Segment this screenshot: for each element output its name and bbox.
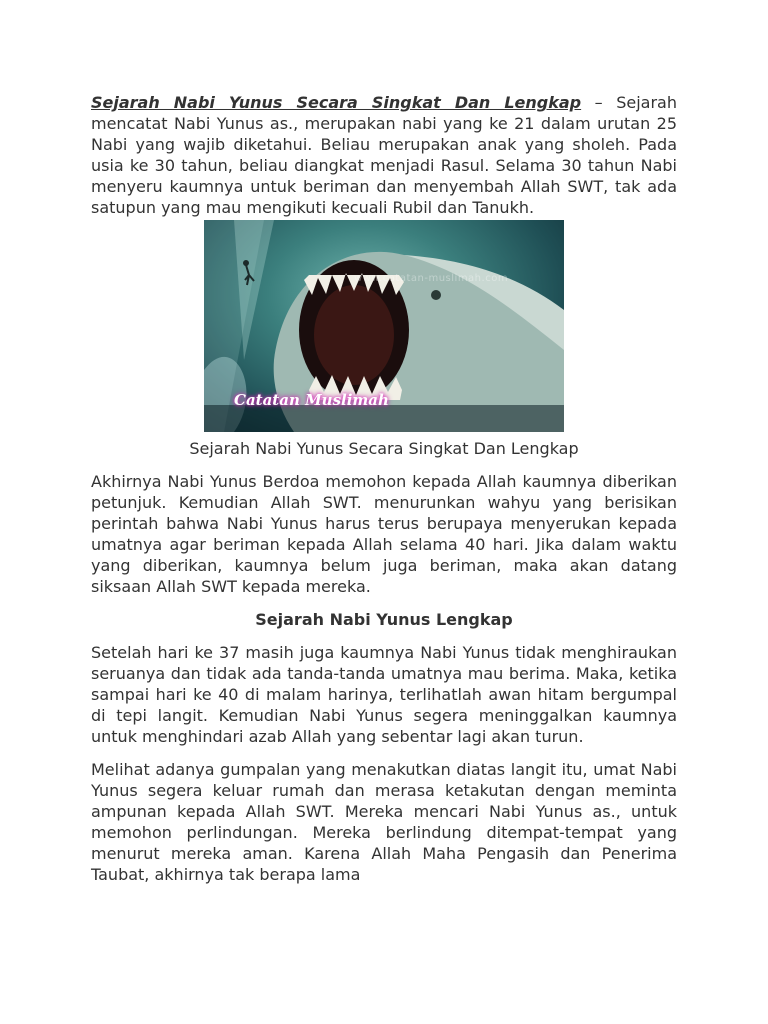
intro-text: – Sejarah mencatat Nabi Yunus as., merupakan nabi yang ke 21 dalam urutan 25 Nabi yang wajib diketahui. Beliau merupakan anak yang sholeh. Pada usia ke 30 tahun, beliau diangkat menjadi Rasul. Selama 30 tahun Nabi menyeru kaumnya untuk beriman dan menyembah Allah SWT, tak ada satupun yang mau mengikuti kecuali Rubil dan Tanukh. (91, 93, 677, 217)
paragraph-3: Setelah hari ke 37 masih juga kaumnya Nabi Yunus tidak menghiraukan seruanya dan tidak ada tanda-tanda umatnya mau berima. Maka, ketika sampai hari ke 40 di malam harinya, terlihatlah awan hitam bergumpal di tepi langit. Kemudian Nabi Yunus segera meninggalkan kaumnya untuk menghindari azab Allah yang sebentar lagi akan turun. (91, 643, 677, 746)
article-figure (91, 220, 677, 459)
paragraph-4: Melihat adanya gumpalan yang menakutkan diatas langit itu, umat Nabi Yunus segera keluar rumah dan merasa ketakutan dengan meminta ampunan kepada Allah SWT. Mereka mencari Nabi Yunus as., untuk memohon perlindungan. Mereka berlindung ditempat-tempat yang menurut mereka aman. Karena Allah Maha Pengasih dan Penerima Taubat, akhirnya tak berapa lama (91, 760, 677, 884)
whale-illustration (204, 220, 564, 432)
section-heading: Sejarah Nabi Yunus Lengkap (255, 610, 513, 629)
figure-caption: Sejarah Nabi Yunus Secara Singkat Dan Lengkap (189, 439, 579, 458)
article-body (91, 92, 677, 885)
article-title-link[interactable]: Sejarah Nabi Yunus Secara Singkat Dan Lengkap (91, 93, 582, 112)
intro-paragraph (91, 92, 677, 218)
paragraph-2: Akhirnya Nabi Yunus Berdoa memohon kepada Allah kaumnya diberikan petunjuk. Kemudian Allah SWT. menurunkan wahyu yang berisikan perintah bahwa Nabi Yunus harus terus berupaya menyerukan kepada umatnya agar beriman kepada Allah selama 40 hari. Jika dalam waktu yang diberikan, kaumnya belum juga beriman, maka akan datang siksaan Allah SWT kepada mereka. (91, 472, 677, 596)
image-logo-text: Catatan Muslimah (234, 391, 389, 409)
image-watermark: www.catatan-muslimah.com (354, 273, 509, 284)
